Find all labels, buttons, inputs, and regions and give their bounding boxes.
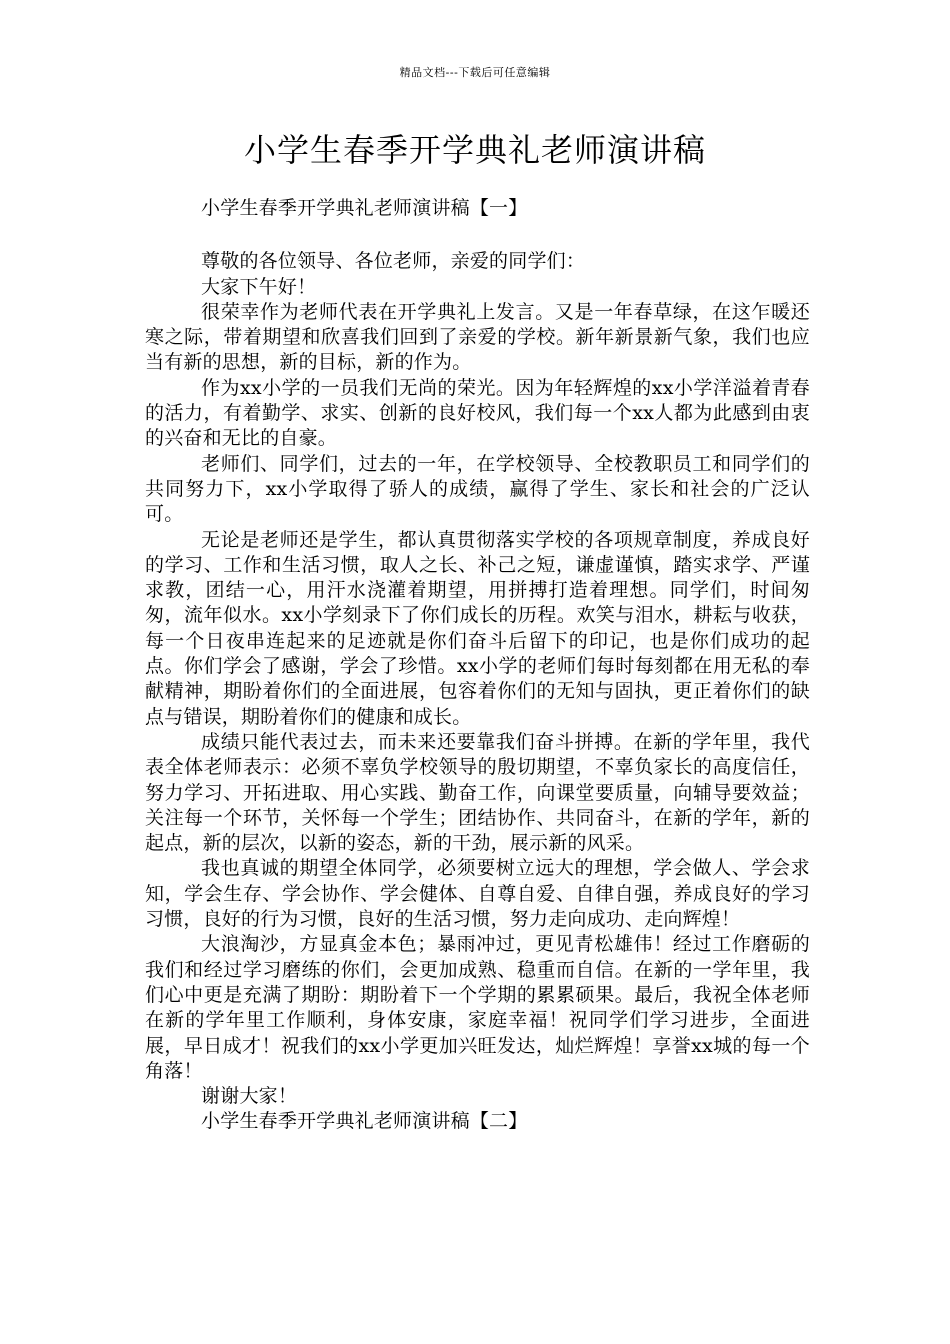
blank-line [145, 221, 810, 249]
body-paragraph: 我也真诚的期望全体同学，必须要树立远大的理想，学会做人、学会求知，学会生存、学会协作、学会健体、自尊自爱、自律自强，养成良好的学习习惯，良好的行为习惯，良好的生活习惯，努力走向成功、走向辉煌！ [145, 857, 810, 931]
body-paragraph: 作为xx小学的一员我们无尚的荣光。因为年轻辉煌的xx小学洋溢着青春的活力，有着勤学、求实、创新的良好校风，我们每一个xx人都为此感到由衷的兴奋和无比的自豪。 [145, 376, 810, 450]
body-paragraph: 大浪淘沙，方显真金本色；暴雨冲过，更见青松雄伟！经过工作磨砺的我们和经过学习磨练的你们，会更加成熟、稳重而自信。在新的一学年里，我们心中更是充满了期盼：期盼着下一个学期的累累硕果。最后，我祝全体老师在新的学年里工作顺利，身体安康，家庭幸福！祝同学们学习进步，全面进展，早日成才！祝我们的xx小学更加兴旺发达，灿烂辉煌！享誉xx城的每一个角落！ [145, 933, 810, 1082]
closing-paragraph: 谢谢大家！ [201, 1085, 298, 1108]
header-note: 精品文档---下载后可任意编辑 [399, 66, 551, 79]
salutation-paragraph: 大家下午好！ [201, 275, 317, 298]
body-paragraph: 老师们、同学们，过去的一年，在学校领导、全校教职员工和同学们的共同努力下，xx小学取得了骄人的成绩，赢得了学生、家长和社会的广泛认可。 [145, 452, 810, 526]
body-paragraph: 成绩只能代表过去，而未来还要靠我们奋斗拼搏。在新的学年里，我代表全体老师表示：必须不辜负学校领导的殷切期望，不辜负家长的高度信任，努力学习、开拓进取、用心实践、勤奋工作，向课堂要质量，向辅导要效益；关注每一个环节，关怀每一个学生；团结协作、共同奋斗，在新的学年，新的起点，新的层次，以新的姿态，新的干劲，展示新的风采。 [145, 730, 810, 855]
section-heading-two: 小学生春季开学典礼老师演讲稿【二】 [201, 1110, 528, 1133]
section-heading-one: 小学生春季开学典礼老师演讲稿【一】 [201, 197, 528, 219]
document-title: 小学生春季开学典礼老师演讲稿 [243, 131, 706, 169]
body-paragraph: 很荣幸作为老师代表在开学典礼上发言。又是一年春草绿，在这乍暖还寒之际，带着期望和欣喜我们回到了亲爱的学校。新年新景新气象，我们也应当有新的思想，新的目标，新的作为。 [145, 300, 810, 374]
document-body [145, 196, 810, 1135]
body-paragraph: 无论是老师还是学生，都认真贯彻落实学校的各项规章制度，养成良好的学习、工作和生活习惯，取人之长、补己之短，谦虚谨慎，踏实求学、严谨求教，团结一心，用汗水浇灌着期望，用拼搏打造着理想。同学们，时间匆匆，流年似水。xx小学刻录下了你们成长的历程。欢笑与泪水，耕耘与收获，每一个日夜串连起来的足迹就是你们奋斗后留下的印记，也是你们成功的起点。你们学会了感谢，学会了珍惜。xx小学的老师们每时每刻都在用无私的奉献精神，期盼着你们的全面进展，包容着你们的无知与固执，更正着你们的缺点与错误，期盼着你们的健康和成长。 [145, 528, 810, 728]
greeting-paragraph: 尊敬的各位领导、各位老师，亲爱的同学们： [201, 250, 586, 273]
